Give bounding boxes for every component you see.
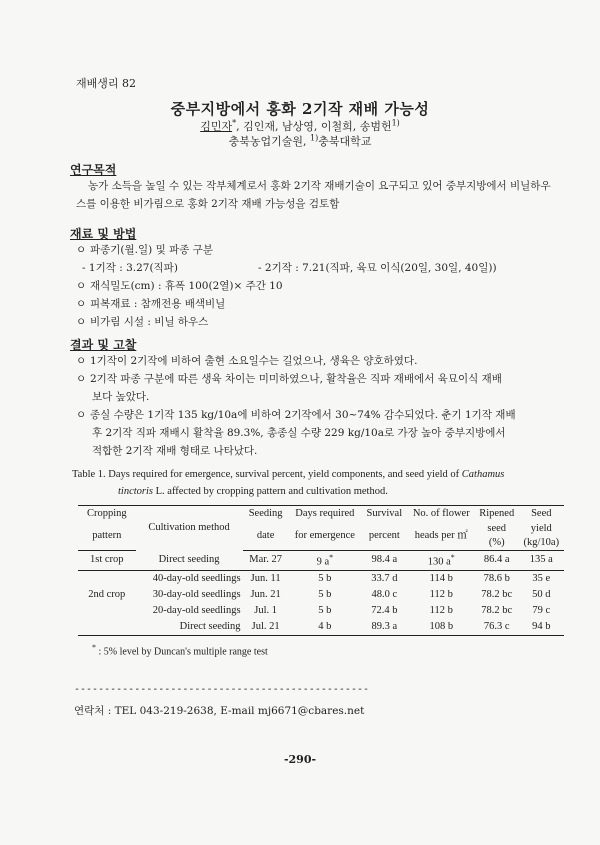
purpose-line-2: 스를 이용한 비가림으로 홍화 2기작 재배 가능성을 검토함 [76, 198, 340, 210]
table-row: 20-day-old seedlings Jul. 1 5 b 72.4 b 112 b 78.2 bc 79 c [152, 604, 551, 616]
col-flower-header: No. of flower [408, 506, 475, 523]
affiliation-2: 충북대학교 [318, 135, 372, 148]
col-survival-header: Survival [361, 506, 408, 523]
section-heading-methods: 재료 및 방법 [70, 227, 137, 241]
results-item: ㅇ 2기작 파종 구분에 따른 생육 차이는 미미하였으나, 활착율은 직파 재배에서 육묘이식 재배 [76, 370, 556, 388]
bullet-icon: ㅇ [76, 298, 87, 310]
results-item-cont: 적합한 2기작 재배 형태로 나타났다. [92, 445, 258, 457]
purpose-line-1: 농가 소득을 높일 수 있는 작부체계로서 홍화 2기작 재배기술이 요구되고 있어 중부지방에서 비닐하우 [88, 180, 551, 192]
methods-item: ㅇ 파종기(월.일) 및 파종 구분 [76, 241, 556, 259]
bullet-icon: ㅇ [76, 244, 87, 256]
col-ripened-header: Ripened [475, 506, 519, 523]
co-authors: , 김인재, 남상영, 이철희, 송범헌 [236, 120, 392, 133]
contact-info: 연락처 : TEL 043-219-2638, E-mail mj6671@cbares.net [74, 705, 365, 717]
footnote-mark: * [92, 643, 96, 652]
species-epithet: tinctoris [118, 486, 154, 497]
bullet-icon: ㅇ [76, 355, 87, 367]
page-number: -290- [283, 753, 317, 766]
results-item: ㅇ 1기작이 2기작에 비하여 출현 소요일수는 길었으나, 생육은 양호하였다. [76, 352, 556, 370]
col-pattern-header: Cropping [78, 506, 136, 523]
data-table: Cropping Cultivation method Seeding Days required Survival No. of flower Ripened Seed pattern date for emergence percent heads per ㎡ seed (%) yield (kg/10a) 1st crop Direct seeding Mar. 27 9 a* 98.4 a 130 a* 86.4 a 135 a 40-day-old seedlings Jun. 11 5 b 33.7 d 114 b 78.6 b 35 e 2nd crop 30-day-old seedlings Jun. 21 5 b 48.0 c 112 b 78.2 bc 50 d 20-day-old seedlings Jul. 1 5 b 72.4 b 112 b 78.2 bc 79 c Direct seeding Jul. 21 4 b 89.3 a 108 b 76.3 c 94 b [78, 505, 564, 636]
affiliation-1: 충북농업기술원, [228, 135, 310, 148]
methods-item: ㅇ 피복재료 : 참깨전용 배색비닐 [76, 295, 556, 313]
methods-list [76, 241, 556, 331]
affiliation-line [0, 133, 600, 149]
results-list [76, 352, 556, 460]
co-author-mark: 1) [391, 118, 400, 128]
col-days-header: Days required [289, 506, 361, 523]
col-seeding-header: Seeding [243, 506, 289, 523]
session-header: 재배생리 82 [76, 77, 136, 90]
methods-subitem: - 1기작 : 3.27(직파) - 2기작 : 7.21(직파, 육묘 이식(20일, 30일, 40일)) [82, 262, 497, 274]
table-row: 1st crop Direct seeding Mar. 27 9 a* 98.4 a 130 a* 86.4 a 135 a [78, 551, 564, 571]
paper-title: 중부지방에서 홍화 2기작 재배 가능성 [170, 100, 430, 118]
bullet-icon: ㅇ [76, 280, 87, 292]
first-author: 김민자 [200, 120, 233, 133]
table-row: 40-day-old seedlings Jun. 11 5 b 33.7 d 114 b 78.6 b 35 e [152, 572, 551, 584]
bullet-icon: ㅇ [76, 373, 87, 385]
table-row: Direct seeding Jul. 21 4 b 89.3 a 108 b 76.3 c 94 b [78, 619, 564, 636]
divider: ------------------------------------------------- [74, 684, 370, 695]
affiliation-mark: 1) [310, 133, 319, 143]
purpose-text [76, 177, 558, 213]
results-item: ㅇ 종실 수량은 1기작 135 kg/10a에 비하여 2기작에서 30~74% 감수되었다. 춘기 1기작 재배 [76, 406, 556, 424]
section-heading-purpose: 연구목적 [70, 163, 117, 177]
section-heading-results: 결과 및 고찰 [70, 338, 137, 352]
table-caption: Table 1. Days required for emergence, survival percent, yield components, and seed yield of Cathamus tinctoris L. affected by cropping pattern and cultivation method. [72, 469, 505, 497]
methods-item: ㅇ 비가림 시설 : 비닐 하우스 [76, 313, 556, 331]
bullet-icon: ㅇ [76, 316, 87, 328]
table-row: 2nd crop 30-day-old seedlings Jun. 21 5 b 48.0 c 112 b 78.2 bc 50 d [88, 588, 551, 600]
col-method-header: Cultivation method [136, 506, 243, 551]
table-footnote: * : 5% level by Duncan's multiple range test [92, 643, 268, 658]
bullet-icon: ㅇ [76, 409, 87, 421]
first-author-mark: * [232, 118, 237, 128]
col-yield-header: Seed [519, 506, 564, 523]
species-name: Cathamus [461, 469, 505, 480]
significance-mark: * [450, 553, 455, 562]
author-line [0, 118, 600, 134]
methods-item: ㅇ 재식밀도(cm) : 휴폭 100(2열)× 주간 10 [76, 277, 556, 295]
results-item-cont: 보다 높았다. [92, 391, 150, 403]
significance-mark: * [329, 553, 334, 562]
results-item-cont: 후 2기작 직파 재배시 활착율 89.3%, 총종실 수량 229 kg/10a로 가장 높아 중부지방에서 [92, 427, 506, 439]
